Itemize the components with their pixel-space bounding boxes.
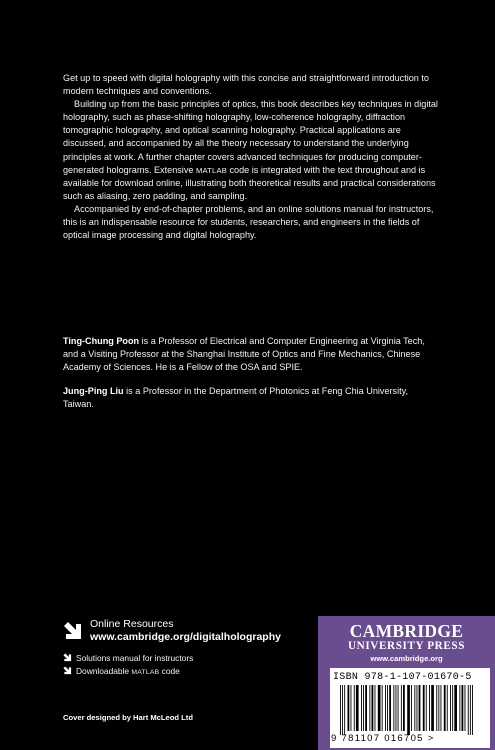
barcode-bar [452,685,453,731]
barcode-bar [356,685,359,731]
author-bio-1: Ting-Chung Poon is a Professor of Electrical and Computer Engineering at Virginia Tech, and a Visiting Professor at the Shanghai Institute of Optics and Fine Mechanics, Chinese Academy of Sciences. He is a Fellow of the OSA and SPIE. [63,336,425,373]
book-description [63,72,441,242]
description-paragraph-2: Building up from the basic principles of optics, this book describes key techniques in digital holography, such as phase-shifting holography, low-coherence holography, diffraction tomographic holography, and optical scanning holography. Practical applications are discussed, and accompanied by all the theory necessary to understand the underlying principles at work. A further chapter covers advanced techniques for producing computer-generated holograms. Extensive MATLAB code is integrated with the text throughout and is available for download online, illustrating both theoretical results and practical considerations such as aliasing, zero padding, and sampling. [63,99,438,201]
barcode-bar [340,685,341,735]
author-bio-2: Jung-Ping Liu is a Professor in the Department of Photonics at Feng Chia University, Taiwan. [63,386,409,410]
barcode-bar [454,685,457,731]
barcode-bar [378,685,381,731]
isbn-barcode [330,668,490,748]
barcode-bar [354,685,355,731]
resource-item-solutions: Solutions manual for instructors [63,653,193,663]
barcode-bar [414,685,415,731]
barcode-bar [387,685,388,731]
barcode-bar [447,685,448,731]
barcode-bar [403,685,405,731]
barcode-bar [401,685,402,731]
barcode-bar [423,685,425,731]
barcode-bar [382,685,383,731]
barcode-bar [375,685,376,731]
small-arrow-down-right-icon [63,653,72,662]
publisher-panel [318,616,495,750]
barcode-bar [351,685,352,731]
barcode-bar [361,685,362,731]
resource-item-matlab-code: Downloadable MATLAB code [63,666,180,678]
small-arrow-down-right-icon [63,666,72,675]
barcode-bar [441,685,442,731]
barcode-bar [365,685,367,731]
online-resources-url[interactable]: www.cambridge.org/digitalholography [90,631,281,643]
barcode-bar [369,685,370,731]
barcode-bar [389,685,391,731]
barcode-bar [468,685,469,735]
barcode-bar [431,685,434,731]
barcode-bar [462,685,464,731]
barcode-bar [396,685,397,731]
description-paragraph-1: Get up to speed with digital holography with this concise and straightforward introduction to modern techniques and conventions. [63,73,429,97]
author-name-2: Jung-Ping Liu [63,386,124,397]
author-bios [63,335,433,422]
description-paragraph-3: Accompanied by end-of-chapter problems, and an online solutions manual for instructors, this is an indispensable resource for students, researchers, and engineers in the fields of optical image processing and digital holography. [63,203,434,241]
barcode-bar [348,685,350,731]
publisher-name: CAMBRIDGE [349,621,464,641]
barcode-bar [344,685,345,735]
barcode-bar [459,685,460,731]
barcode-bar [385,685,386,731]
barcode-bar [398,685,399,731]
barcode-bar [436,685,437,731]
cover-credit: Cover designed by Hart McLeod Ltd [63,713,193,722]
isbn-label: ISBN 978-1-107-01670-5 [333,672,472,683]
barcode-bar [429,685,430,731]
barcode-digits: 9 781107 016705 > [331,733,435,744]
barcode-bar [342,685,343,735]
barcode-bar [407,685,410,735]
arrow-down-right-icon [63,621,83,641]
barcode-bar [444,685,446,731]
publisher-press: UNIVERSITY PRESS [347,640,466,652]
barcode-bar [393,685,394,731]
author-name-1: Ting-Chung Poon [63,336,140,346]
barcode-bar [419,685,421,731]
barcode-bar [417,685,418,731]
barcode-bar [472,685,473,735]
barcode-bar [438,685,439,731]
matlab-wordmark: MATLAB [195,165,227,175]
barcode-bar [426,685,427,731]
barcode-bar [470,685,471,735]
barcode-bars [338,685,484,735]
online-resources-title: Online Resources [90,618,174,630]
barcode-bar [372,685,374,731]
publisher-url[interactable]: www.cambridge.org [370,654,443,663]
barcode-bar [363,685,364,731]
barcode-bar [411,685,412,731]
barcode-bar [465,685,466,731]
barcode-bar [450,685,451,731]
